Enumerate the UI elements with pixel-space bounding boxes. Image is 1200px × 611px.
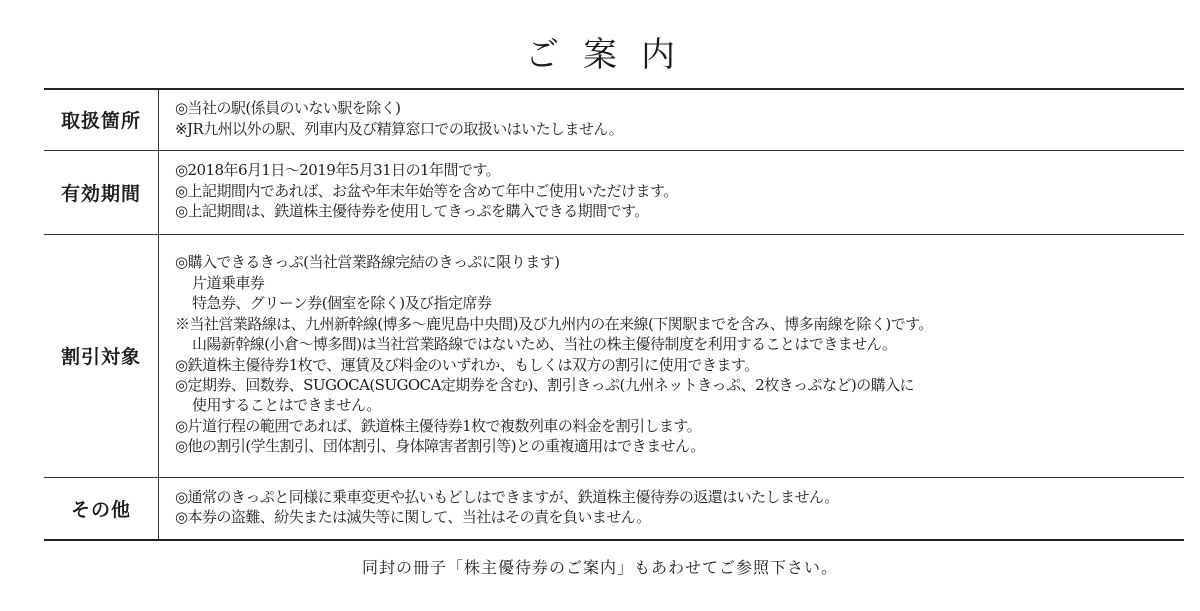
section-content (159, 234, 1185, 477)
section-handling-locations (44, 89, 1184, 150)
text-line: ◎片道行程の範囲であれば、鉄道株主優待券1枚で複数列車の料金を割引します。 (175, 416, 702, 435)
info-table (44, 88, 1184, 541)
text-line: ◎購入できるきっぷ(当社営業路線完結のきっぷに限ります) (175, 253, 560, 272)
footer-note: 同封の冊子「株主優待券のご案内」もあわせてご参照下さい。 (361, 558, 838, 577)
text-line: ※当社営業路線は、九州新幹線(博多〜鹿児島中央間)及び九州内の在来線(下関駅までを含み、博多南線を除く)です。 (175, 314, 933, 333)
text-line: ※JR九州以外の駅、列車内及び精算窓口での取扱いはいたしません。 (175, 119, 624, 138)
page-title: ご案内 (525, 35, 699, 75)
text-line: ◎他の割引(学生割引、団体割引、身体障害者割引等)との重複適用はできません。 (175, 437, 705, 456)
text-line: ◎当社の駅(係員のいない駅を除く) (175, 99, 401, 118)
text-line: ◎定期券、回数券、SUGOCA(SUGOCA定期券を含む)、割引きっぷ(九州ネットきっぷ、2枚きっぷなど)の購入に (175, 375, 915, 394)
section-other (44, 477, 1184, 540)
section-label: その他 (44, 477, 159, 540)
text-line: ◎上記期間内であれば、お盆や年末年始等を含めて年中ご使用いただけます。 (175, 181, 678, 200)
section-validity-period (44, 150, 1184, 234)
section-label: 有効期間 (44, 150, 159, 234)
text-line: 特急券、グリーン券(個室を除く)及び指定席券 (192, 294, 492, 313)
section-label: 取扱箇所 (44, 89, 159, 150)
text-line: 片道乗車券 (192, 273, 265, 292)
text-line: ◎上記期間は、鉄道株主優待券を使用してきっぷを購入できる期間です。 (175, 202, 649, 221)
text-line: 山陽新幹線(小倉〜博多間)は当社営業路線ではないため、当社の株主優待制度を利用することはできません。 (192, 335, 897, 354)
section-content (159, 89, 1185, 150)
section-content (159, 150, 1185, 234)
text-line: ◎通常のきっぷと同様に乗車変更や払いもどしはできますが、鉄道株主優待券の返還はいたしません。 (175, 487, 839, 506)
text-line: ◎本券の盗難、紛失または滅失等に関して、当社はその責を負いません。 (175, 508, 651, 527)
section-label: 割引対象 (44, 234, 159, 477)
section-content (159, 477, 1185, 540)
text-line: ◎2018年6月1日〜2019年5月31日の1年間です。 (175, 161, 501, 180)
text-line: ◎鉄道株主優待券1枚で、運賃及び料金のいずれか、もしくは双方の割引に使用できます。 (175, 355, 759, 374)
section-discount-targets (44, 234, 1184, 477)
text-line: 使用することはできません。 (192, 396, 381, 415)
